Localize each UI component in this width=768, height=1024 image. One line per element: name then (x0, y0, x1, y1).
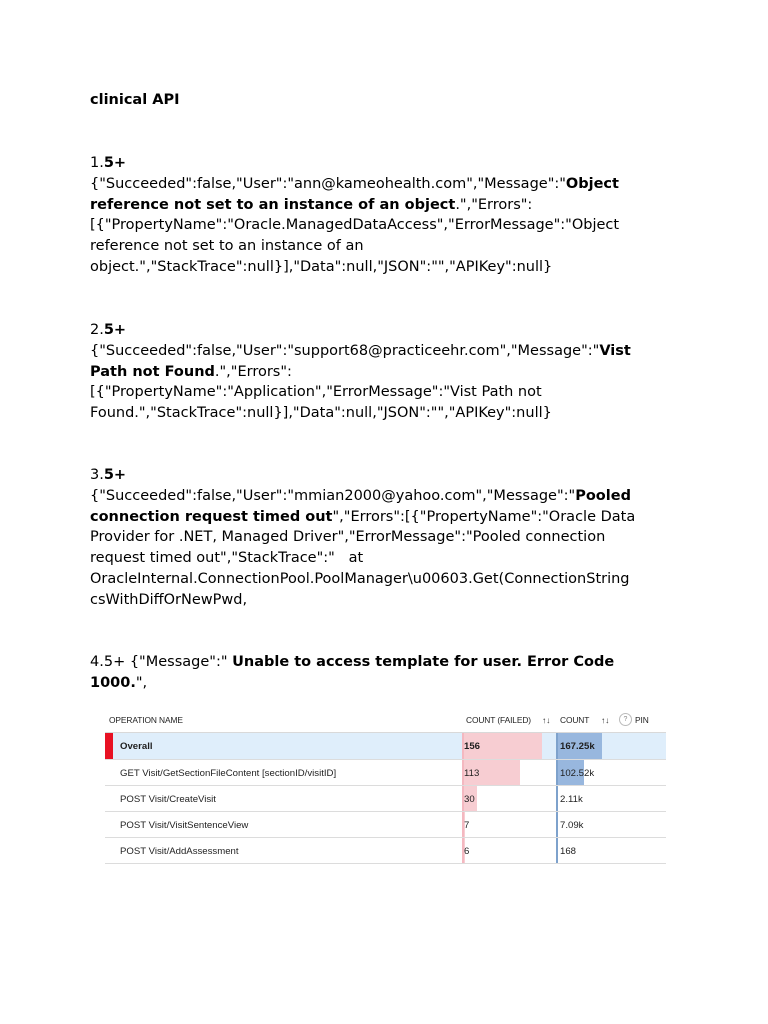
operation-name: POST Visit/CreateVisit (120, 794, 216, 805)
entry-json-text: OracleInternal.ConnectionPool.PoolManager\u00603.Get(ConnectionString (90, 570, 630, 587)
count-value: 168 (560, 846, 577, 857)
entry-json-text: ", (135, 674, 148, 691)
error-message-bold: Vist (599, 342, 631, 359)
table-header (105, 709, 666, 733)
count-bar-baseline (556, 786, 558, 811)
error-message-bold: Path not Found (90, 363, 215, 380)
count-value: 167.25k (560, 741, 595, 752)
table-body (105, 733, 666, 864)
entry-number: 3. (90, 467, 104, 483)
count-bar-baseline (556, 733, 558, 759)
operations-table (105, 709, 666, 864)
entry-json-text: .","Errors": (455, 196, 533, 213)
error-message-bold: Unable to access template for user. Error Code (232, 654, 615, 670)
failed-count-value: 156 (464, 741, 481, 752)
error-entry-2 (90, 320, 680, 424)
failed-count-value: 113 (464, 768, 480, 779)
entry-json-text: .","Errors": (214, 363, 292, 380)
entry-label: 5+ (103, 155, 127, 171)
failed-count-value: 6 (464, 846, 470, 857)
count-value: 2.11k (560, 794, 583, 805)
sort-icon[interactable]: ↑↓ (601, 715, 610, 725)
error-entry-1 (90, 153, 680, 278)
entry-json-text: Found.","StackTrace":null}],"Data":null,"JSON":"","APIKey":null} (90, 405, 552, 422)
sort-icon[interactable]: ↑↓ (542, 715, 551, 725)
error-message-bold: Pooled (575, 487, 631, 504)
table-row[interactable] (105, 733, 666, 760)
count-bar-baseline (556, 838, 558, 863)
pin-icon[interactable]: ? (619, 713, 632, 726)
header-operation-name[interactable]: OPERATION NAME (109, 715, 183, 725)
table-row[interactable] (105, 760, 666, 786)
error-message-bold: 1000. (90, 674, 136, 691)
entry-number: 1. (90, 155, 104, 171)
header-pin[interactable]: PIN (635, 715, 649, 725)
entry-json-text: {"Succeeded":false,"User":"support68@practiceehr.com","Message":" (90, 342, 600, 359)
entry-number: 4. (90, 654, 104, 670)
operation-name: Overall (120, 741, 153, 752)
entry-label: 5+ (103, 467, 127, 483)
entry-json-text: object.","StackTrace":null}],"Data":null,"JSON":"","APIKey":null} (90, 258, 553, 275)
document-title: clinical API (90, 92, 180, 108)
header-count[interactable]: COUNT (560, 715, 590, 725)
error-entry-4 (90, 652, 680, 694)
operation-name: POST Visit/AddAssessment (120, 846, 239, 857)
header-count-failed[interactable]: COUNT (FAILED) (466, 715, 531, 725)
entry-json-text: [{"PropertyName":"Application","ErrorMessage":"Vist Path not (90, 384, 542, 401)
count-value: 102.52k (560, 768, 595, 779)
entry-json-text: [{"PropertyName":"Oracle.ManagedDataAccess","ErrorMessage":"Object (90, 217, 620, 234)
table-row[interactable] (105, 786, 666, 812)
entry-json-text: csWithDiffOrNewPwd, (90, 591, 248, 608)
entry-json-text: 5+ {"Message":" (103, 654, 233, 670)
entry-number: 2. (90, 322, 104, 338)
entry-json-text: reference not set to an instance of an (90, 238, 364, 255)
operation-name: POST Visit/VisitSentenceView (120, 820, 249, 831)
count-value: 7.09k (560, 820, 584, 831)
error-entry-3 (90, 465, 680, 611)
selected-row-marker (105, 733, 113, 759)
table-row[interactable] (105, 812, 666, 838)
count-bar-baseline (556, 760, 558, 785)
error-message-bold: connection request timed out (90, 508, 333, 525)
failed-count-value: 7 (464, 820, 470, 831)
entry-json-text: Provider for .NET, Managed Driver","ErrorMessage":"Pooled connection (90, 529, 606, 546)
entry-json-text: {"Succeeded":false,"User":"ann@kameohealth.com","Message":" (90, 175, 566, 192)
entry-json-text: request timed out","StackTrace":" at (90, 550, 364, 567)
table-row[interactable] (105, 838, 666, 864)
entry-json-text: {"Succeeded":false,"User":"mmian2000@yahoo.com","Message":" (90, 487, 576, 504)
failed-count-value: 30 (464, 794, 475, 805)
entry-label: 5+ (103, 322, 127, 338)
operation-name: GET Visit/GetSectionFileContent [sectionID/visitID] (120, 768, 337, 779)
error-message-bold: Object (565, 175, 619, 192)
entry-json-text: ","Errors":[{"PropertyName":"Oracle Data (332, 508, 636, 525)
error-message-bold: reference not set to an instance of an object (90, 196, 456, 213)
count-bar-baseline (556, 812, 558, 837)
